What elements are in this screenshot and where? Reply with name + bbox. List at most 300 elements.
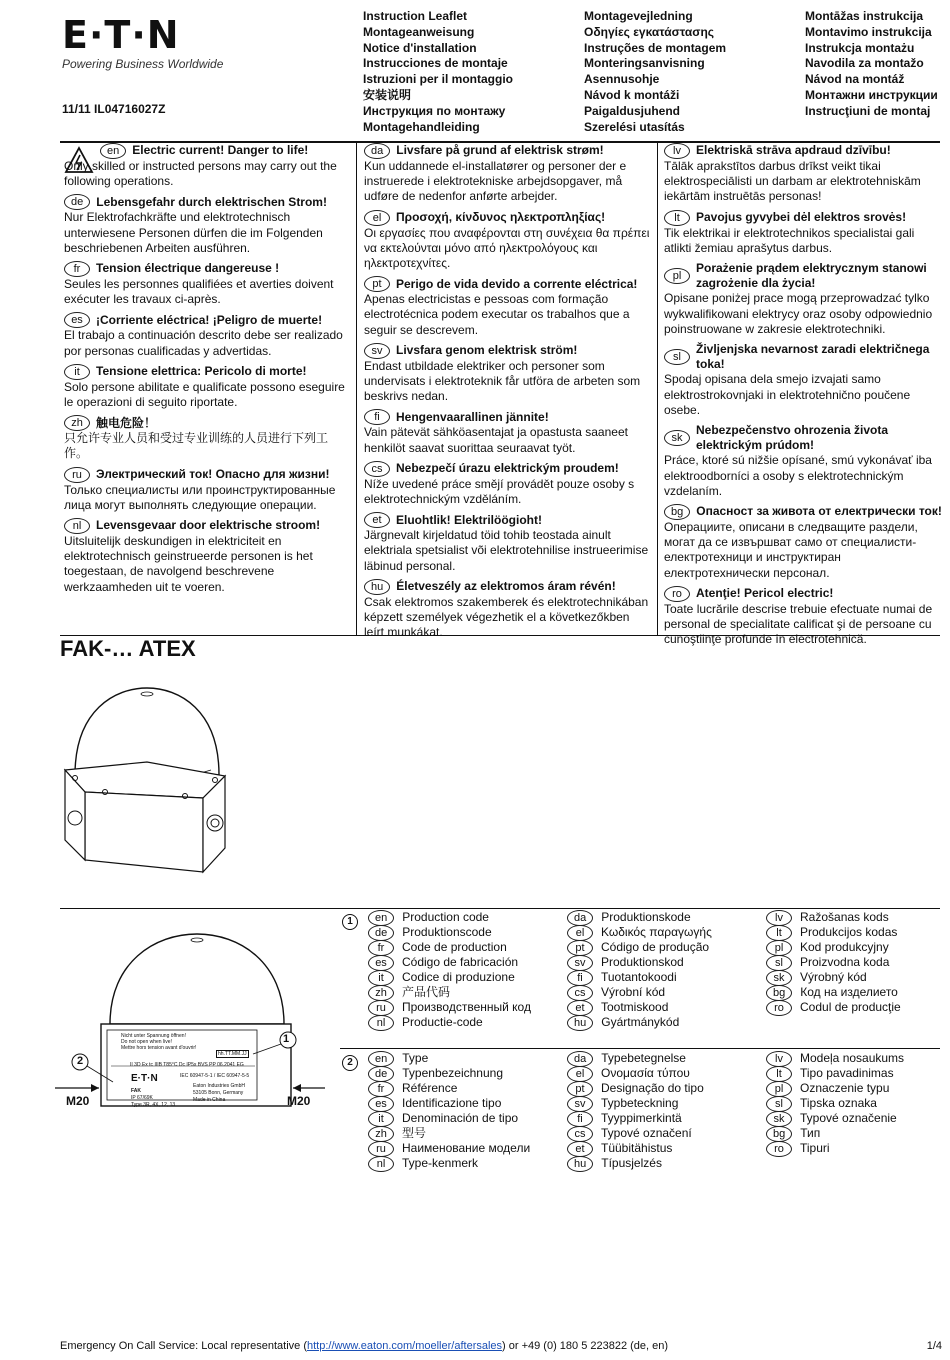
legend-item — [567, 1066, 704, 1081]
legend-item — [567, 1126, 704, 1141]
language-code: lv — [766, 910, 792, 926]
legend-2-col2 — [567, 1051, 704, 1171]
language-code: en — [368, 1051, 394, 1067]
m20-left-label: M20 — [66, 1094, 90, 1108]
legend-item — [567, 1156, 704, 1171]
warning-text: Endast utbildade elektriker och personer som undervisats i elektroteknik får utföra de arbeten som beskrivs nedan. — [364, 358, 641, 404]
warning-block — [64, 194, 350, 256]
legend-term: Výrobný kód — [800, 970, 867, 984]
language-code: sv — [567, 955, 593, 971]
instruction-title: Montageanweisung — [363, 24, 475, 39]
language-code: pt — [364, 276, 390, 292]
warning-text: Οι εργασίες που αναφέρονται στη συνέχεια θα πρέπει να εκτελούνται μόνο από ηλεκτρολόγους και ηλεκτροτεχνίτες. — [364, 225, 650, 271]
language-code: et — [567, 1141, 593, 1157]
legend-2-col1 — [368, 1051, 530, 1171]
warning-heading — [64, 261, 350, 277]
legend-term: Typebetegnelse — [601, 1051, 686, 1065]
warning-heading — [64, 364, 350, 380]
legend-term: Codice di produzione — [402, 970, 515, 984]
language-code: bg — [664, 504, 690, 520]
warning-block — [364, 461, 650, 507]
callout-1: 1 — [283, 1033, 290, 1045]
warning-block — [64, 467, 350, 513]
instruction-title: Instruções de montagem — [584, 40, 727, 55]
legend-term: Référence — [402, 1081, 458, 1095]
legend-rule — [340, 1048, 940, 1049]
legend-item — [368, 910, 531, 925]
warnings-col2 — [364, 143, 650, 645]
warning-heading — [664, 143, 944, 159]
nameplate-model: FAK — [131, 1088, 141, 1094]
language-code: hu — [567, 1156, 593, 1172]
instruction-title: Instrucciones de montaje — [363, 56, 508, 71]
callout-2: 2 — [77, 1055, 84, 1067]
legend-item — [766, 910, 901, 925]
legend-term: Typbeteckning — [601, 1096, 679, 1110]
warning-text: 只允许专业人员和受过专业训练的人员进行下列工作。 — [64, 431, 329, 461]
language-code: de — [368, 925, 394, 941]
language-code: ru — [368, 1141, 394, 1157]
warnings-col1 — [64, 143, 350, 600]
warning-heading — [664, 261, 944, 291]
legend-term: Código de produção — [601, 940, 710, 954]
language-code: pt — [567, 940, 593, 956]
column-divider — [657, 141, 658, 635]
warning-block — [364, 579, 650, 641]
warning-title: Életveszély az elektromos áram révén! — [396, 579, 616, 594]
warning-title: Опасност за живота от електрически ток! — [696, 504, 942, 519]
legend-term: Codul de producţie — [800, 1000, 901, 1014]
warning-text: Nur Elektrofachkräfte und elektrotechnisch unterwiesene Personen dürfen die im Folgenden beschriebenen Arbeiten ausführen. — [64, 210, 323, 255]
language-code: de — [64, 194, 90, 210]
language-code: el — [567, 925, 593, 941]
warning-heading — [64, 143, 350, 159]
warning-title: Levensgevaar door elektrische stroom! — [96, 518, 321, 533]
warning-heading — [664, 586, 944, 602]
instruction-title: Montagehandleiding — [363, 119, 480, 134]
production-code-field: hh.TT.MM.JJ — [218, 1051, 247, 1057]
product-title: FAK-… ATEX — [60, 636, 196, 661]
warning-title: Livsfara genom elektrisk ström! — [396, 343, 578, 358]
footer-service-info — [60, 1340, 668, 1352]
language-code: pl — [664, 268, 690, 284]
legend-2-col3 — [766, 1051, 904, 1156]
legend-term: Gyártmánykód — [601, 1015, 680, 1029]
warning-heading — [64, 194, 350, 210]
language-code: fi — [567, 970, 593, 986]
warning-title: Perigo de vida devido a corrente eléctrica! — [396, 276, 638, 291]
warning-text: Only skilled or instructed persons may carry out the following operations. — [64, 159, 337, 189]
warning-text: Práce, ktoré sú nižšie opísané, smú vykonávať iba elektroodborníci a osoby s elektrotechnickým vzdelaním. — [664, 453, 932, 498]
legend-item — [567, 1111, 704, 1126]
legend-term: Type-kenmerk — [402, 1156, 479, 1170]
warning-heading — [364, 461, 650, 477]
warning-text: Solo persone abilitate e qualificate possono eseguire le operazioni di seguito riportate. — [64, 379, 345, 410]
language-code: ro — [664, 586, 690, 602]
nameplate-iec: IEC 60947-5-1 / IEC 60947-5-5 — [180, 1073, 250, 1079]
legend-term: Tootmiskood — [601, 1000, 669, 1014]
warning-block — [364, 143, 650, 205]
instruction-title: 安装说明 — [363, 87, 412, 102]
legend-term: Tyyppimerkintä — [601, 1111, 682, 1125]
legend-item — [766, 985, 901, 1000]
legend-item — [368, 955, 531, 970]
language-code: ro — [766, 1000, 792, 1016]
legend-term: Typové označenie — [800, 1111, 897, 1125]
legend-item — [766, 955, 901, 970]
legend-term: Tipuri — [800, 1141, 830, 1155]
legend-term: Tipska oznaka — [800, 1096, 877, 1110]
footer-text: Emergency On Call Service: Local representative ( — [60, 1340, 307, 1352]
warning-heading — [64, 415, 350, 431]
language-code: sv — [567, 1096, 593, 1112]
warning-title: Electric current! Danger to life! — [132, 143, 309, 158]
legend-term: Код на изделието — [800, 985, 898, 999]
language-code: sk — [766, 1111, 792, 1127]
instruction-title: Istruzioni per il montaggio — [363, 72, 513, 87]
warning-heading — [364, 343, 650, 359]
warning-title: Življenjska nevarnost zaradi električnega toka! — [696, 342, 930, 372]
instruction-titles-col2 — [584, 9, 726, 135]
logo-wordmark: E·T·N — [62, 13, 180, 57]
warning-block — [364, 409, 650, 455]
legend-term: Produktionskode — [601, 910, 691, 924]
instruction-title: Montāžas instrukcija — [805, 9, 924, 23]
warning-title: Προσοχή, κίνδυνος ηλεκτροπληξίας! — [396, 210, 606, 224]
language-code: sv — [364, 343, 390, 359]
warning-heading — [364, 143, 650, 159]
language-code: zh — [368, 1126, 394, 1142]
legend-item — [368, 970, 531, 985]
warning-block — [64, 261, 350, 307]
legend-item — [567, 955, 712, 970]
warning-text: Níže uvedené práce smějí provádět pouze osoby s elektrotechnickým vzděláním. — [364, 476, 635, 507]
legend-term: Tuotantokoodi — [601, 970, 677, 984]
product-illustration — [55, 680, 235, 880]
language-code: sk — [766, 970, 792, 986]
legend-item — [766, 1126, 904, 1141]
warning-title: Hengenvaarallinen jännite! — [396, 409, 549, 424]
warning-block — [64, 312, 350, 358]
legend-item — [567, 1096, 704, 1111]
warning-heading — [664, 342, 944, 372]
language-code: fi — [567, 1111, 593, 1127]
legend-item — [766, 1051, 904, 1066]
m20-right-label: M20 — [287, 1094, 311, 1108]
language-code: it — [368, 1111, 394, 1127]
instruction-title: Инструкция по монтажу — [363, 103, 506, 118]
warning-title: ¡Corriente eléctrica! ¡Peligro de muerte! — [96, 312, 323, 327]
language-code: da — [567, 1051, 593, 1067]
legend-term: Typové označení — [601, 1126, 692, 1140]
warning-text: Järgnevalt kirjeldatud töid tohib teostada ainult elektriala spetsialist või elektrotehnilise instrueerimise läbinud personal. — [364, 528, 649, 573]
language-code: ru — [368, 1000, 394, 1016]
language-code: it — [368, 970, 394, 986]
warning-title: Tension électrique dangereuse ! — [96, 261, 280, 276]
language-code: es — [368, 955, 394, 971]
legend-item — [368, 1051, 530, 1066]
legend-item — [368, 1081, 530, 1096]
language-code: da — [364, 143, 390, 159]
warning-block — [664, 143, 944, 205]
warning-title: Pavojus gyvybei dėl elektros srovės! — [696, 210, 907, 224]
instruction-title: Navodila za montažo — [805, 56, 924, 71]
nameplate-type: Type 3R, 4X, 12, 13 — [131, 1102, 176, 1108]
language-code: el — [364, 210, 390, 226]
instruction-title: Návod na montáž — [805, 72, 905, 87]
legend-term: Identificazione tipo — [402, 1096, 502, 1110]
warning-title: Электрический ток! Опасно для жизни! — [96, 467, 330, 482]
legend-item — [567, 970, 712, 985]
legend-term: Výrobní kód — [601, 985, 666, 999]
warning-title: Livsfare på grund af elektrisk strøm! — [396, 143, 604, 158]
page-number: 1/4 — [926, 1340, 942, 1352]
nameplate-ip: IP 67/69K — [131, 1095, 153, 1101]
language-code: el — [567, 1066, 593, 1082]
legend-item — [567, 1141, 704, 1156]
legend-item — [766, 1066, 904, 1081]
language-code: nl — [368, 1015, 394, 1031]
warning-heading — [64, 312, 350, 328]
legend-term: Наименование модели — [402, 1141, 531, 1155]
warning-block — [664, 423, 944, 499]
legend-term: Ονομασία τύπου — [601, 1066, 690, 1080]
legend-item — [766, 970, 901, 985]
language-code: es — [64, 312, 90, 328]
legend-item — [567, 925, 712, 940]
warning-text: Uitsluitelijk deskundigen in elektriciteit en elektrotechnisch geinstrueerde personen is het toegestaan, de navolgend beschrevene werkzaamheden uit te voeren. — [64, 534, 313, 594]
language-code: pt — [567, 1081, 593, 1097]
language-code: cs — [364, 461, 390, 477]
legend-item — [368, 940, 531, 955]
legend-term: Produktionskod — [601, 955, 684, 969]
warning-block — [664, 210, 944, 256]
warning-text: Vain pätevät sähköasentajat ja opastusta saaneet henkilöt saavat suorittaa seuraavat työt. — [364, 425, 628, 455]
warning-text: Opisane poniżej prace mogą przeprowadzać tylko wykwalifikowani elektrycy oraz osoby odpowiednio poinstruowane w zakresie elektrotechniki. — [664, 291, 933, 336]
legend-item — [766, 940, 901, 955]
legend-item — [567, 1000, 712, 1015]
legend-term: Productie-code — [402, 1015, 483, 1029]
warning-text: Toate lucrările descrise trebuie efectuate numai de personal de specialitate calificat şi de persoane cu cunoştiinţe profunde în electrotehnică. — [664, 601, 933, 647]
legend-term: Production code — [402, 910, 489, 924]
instruction-title: Instruction Leaflet — [363, 9, 468, 23]
warning-text: Seules les personnes qualifiées et averties doivent exécuter les travaux ci-après. — [64, 277, 334, 307]
legend-term: Ražošanas kods — [800, 910, 889, 924]
warning-title: Lebensgefahr durch elektrischen Strom! — [96, 194, 327, 209]
legend-term: Производственный код — [402, 1000, 531, 1014]
legend-term: Type — [402, 1051, 429, 1065]
language-code: bg — [766, 1126, 792, 1142]
language-code: fr — [64, 261, 90, 277]
warning-block — [664, 261, 944, 337]
legend-item — [368, 1096, 530, 1111]
language-code: lv — [766, 1051, 792, 1067]
language-code: lt — [766, 1066, 792, 1082]
instruction-titles-col1 — [363, 9, 513, 135]
label-diagram — [55, 912, 325, 1132]
warning-heading — [664, 210, 944, 226]
instruction-title: Návod k montáži — [584, 87, 680, 102]
language-code: nl — [368, 1156, 394, 1172]
legend-item — [766, 1000, 901, 1015]
instruction-title: Οδηγίες εγκατάστασης — [584, 24, 715, 39]
nameplate-line: Nicht unter Spannung öffnen! — [121, 1033, 186, 1039]
legend-item — [766, 1081, 904, 1096]
warning-title: Atenţie! Pericol electric! — [696, 586, 834, 601]
language-code: zh — [368, 985, 394, 1001]
instruction-titles-col3 — [805, 9, 938, 120]
warning-text: El trabajo a continuación descrito debe ser realizado por personas cualificadas y advertidas. — [64, 328, 343, 358]
instruction-title: Szerelési utasítás — [584, 119, 685, 134]
legend-term: Modeļa nosaukums — [800, 1051, 905, 1065]
legend-term: Produktionscode — [402, 925, 492, 939]
warning-heading — [364, 512, 650, 528]
warning-block — [64, 364, 350, 410]
legend-term: Tüübitähistus — [601, 1141, 673, 1155]
warning-heading — [364, 409, 650, 425]
nameplate-company: Eaton Industries GmbH — [193, 1083, 245, 1089]
nameplate-brand: E·T·N — [131, 1073, 158, 1084]
legend-term: Тип — [800, 1126, 821, 1140]
legend-term: Κωδικός παραγωγής — [601, 925, 712, 939]
warning-block — [364, 343, 650, 405]
language-code: ro — [766, 1141, 792, 1157]
language-code: sk — [664, 430, 690, 446]
language-code: lv — [664, 143, 690, 159]
legend-term: 产品代码 — [402, 985, 451, 999]
language-code: cs — [567, 1126, 593, 1142]
language-code: hu — [364, 579, 390, 595]
warning-text: Операциите, описани в следващите раздели, могат да се извършват само от специалисти-електротехници и инструктиран електротехнически персонал. — [664, 520, 918, 580]
legend-number-2: 2 — [342, 1052, 358, 1071]
instruction-title: Asennusohje — [584, 72, 660, 87]
legend-term: Typenbezeichnung — [402, 1066, 503, 1080]
warning-text: Tik elektrikai ir elektrotechnikos specialistai gali atlikti žemiau aprašytus darbus. — [664, 225, 915, 255]
warning-title: Nebezpečenstvo ohrozenia života elektrickým prúdom! — [696, 423, 889, 453]
warning-block — [364, 512, 650, 574]
language-code: sl — [664, 349, 690, 365]
language-code: hu — [567, 1015, 593, 1031]
warning-block — [64, 415, 350, 461]
language-code: sl — [766, 955, 792, 971]
legend-term: Designação do tipo — [601, 1081, 704, 1095]
warning-block — [364, 210, 650, 272]
legend-item — [368, 1111, 530, 1126]
legend-term: Oznaczenie typu — [800, 1081, 890, 1095]
warning-block — [64, 143, 350, 189]
legend-1-col1 — [368, 910, 531, 1030]
legend-item — [567, 940, 712, 955]
warning-block — [364, 276, 650, 338]
legend-1-col3 — [766, 910, 901, 1015]
language-code: bg — [766, 985, 792, 1001]
instruction-title: Montagevejledning — [584, 9, 693, 23]
warning-block — [64, 518, 350, 595]
legend-item — [766, 925, 901, 940]
warning-title: Nebezpečí úrazu elektrickým proudem! — [396, 461, 619, 476]
legend-item — [766, 1096, 904, 1111]
logo-tagline: Powering Business Worldwide — [62, 57, 224, 71]
legend-item — [368, 1141, 530, 1156]
column-divider — [356, 141, 357, 635]
instruction-title: Instrukcja montażu — [805, 40, 915, 55]
instruction-title: Monteringsanvisning — [584, 56, 705, 71]
language-code: it — [64, 364, 90, 380]
warning-title: Elektriskā strāva apdraud dzīvību! — [696, 143, 891, 158]
eaton-logo — [62, 15, 232, 71]
nameplate-atex: II 3D Ex tc IIIB T85°C Dc IP5x BVS PP 06.2041 EG — [130, 1062, 244, 1068]
aftersales-link[interactable]: http://www.eaton.com/moeller/aftersales — [307, 1340, 503, 1352]
nameplate-line: Do not open when live! — [121, 1039, 172, 1045]
language-code: et — [364, 512, 390, 528]
warning-heading — [64, 467, 350, 483]
language-code: ru — [64, 467, 90, 483]
legend-term: Denominación de tipo — [402, 1111, 519, 1125]
language-code: pl — [766, 1081, 792, 1097]
legend-term: Proizvodna koda — [800, 955, 890, 969]
legend-item — [766, 1141, 904, 1156]
language-code: es — [368, 1096, 394, 1112]
warning-text: Apenas electricistas e pessoas com formação electrotécnica podem executar os trabalhos que a seguir se descrevem. — [364, 292, 630, 337]
warning-text: Spodaj opisana dela smejo izvajati samo elektrostrokovnjaki in elektrotehnično poučene osebe. — [664, 372, 911, 417]
warning-heading — [364, 210, 650, 226]
legend-item — [567, 1081, 704, 1096]
legend-item — [567, 1051, 704, 1066]
language-code: et — [567, 1000, 593, 1016]
legend-term: 型号 — [402, 1126, 427, 1140]
instruction-title: Notice d'installation — [363, 40, 477, 55]
warning-title: 触电危险！ — [96, 415, 157, 430]
legend-term: Code de production — [402, 940, 507, 954]
legend-item — [368, 1126, 530, 1141]
warning-text: Только специалисты или проинструктированные лица могут выполнять следующие операции. — [64, 482, 336, 512]
legend-term: Kod produkcyjny — [800, 940, 889, 954]
language-code: fi — [364, 409, 390, 425]
warning-heading — [664, 504, 944, 520]
warning-block — [664, 504, 944, 581]
legend-item — [368, 985, 531, 1000]
legend-term: Típusjelzés — [601, 1156, 662, 1170]
language-code: de — [368, 1066, 394, 1082]
legend-number-1: 1 — [342, 911, 358, 930]
legend-item — [368, 1066, 530, 1081]
language-code: en — [100, 143, 126, 159]
nameplate-warning-text — [121, 1033, 261, 1051]
legend-item — [368, 1015, 531, 1030]
language-code: pl — [766, 940, 792, 956]
warning-block — [664, 586, 944, 648]
legend-term: Produkcijos kodas — [800, 925, 898, 939]
warning-title: Eluohtlik! Elektrilöögioht! — [396, 512, 542, 527]
warning-heading — [664, 423, 944, 453]
warning-title: Porażenie prądem elektrycznym stanowi zagrożenie dla życia! — [696, 261, 927, 291]
section-rule — [60, 908, 940, 909]
nameplate-made: Made in China — [193, 1097, 226, 1103]
language-code: lt — [766, 925, 792, 941]
nameplate-city: 53105 Bonn, Germany — [193, 1090, 244, 1096]
warning-text: Csak elektromos szakemberek és elektrotechnikában képzett személyek végezhetik el a következőkben leírt munkákat. — [364, 594, 649, 640]
legend-term: Código de fabricación — [402, 955, 519, 969]
footer-text: ) or +49 (0) 180 5 223822 (de, en) — [502, 1340, 669, 1352]
language-code: fr — [368, 940, 394, 956]
warning-title: Tensione elettrica: Pericolo di morte! — [96, 364, 307, 379]
language-code: nl — [64, 518, 90, 534]
instruction-title: Paigaldusjuhend — [584, 103, 681, 118]
language-code: da — [567, 910, 593, 926]
warning-heading — [364, 579, 650, 595]
nameplate-line: Mettre hors tension avant d'ouvrir! — [121, 1045, 197, 1051]
language-code: zh — [64, 415, 90, 431]
